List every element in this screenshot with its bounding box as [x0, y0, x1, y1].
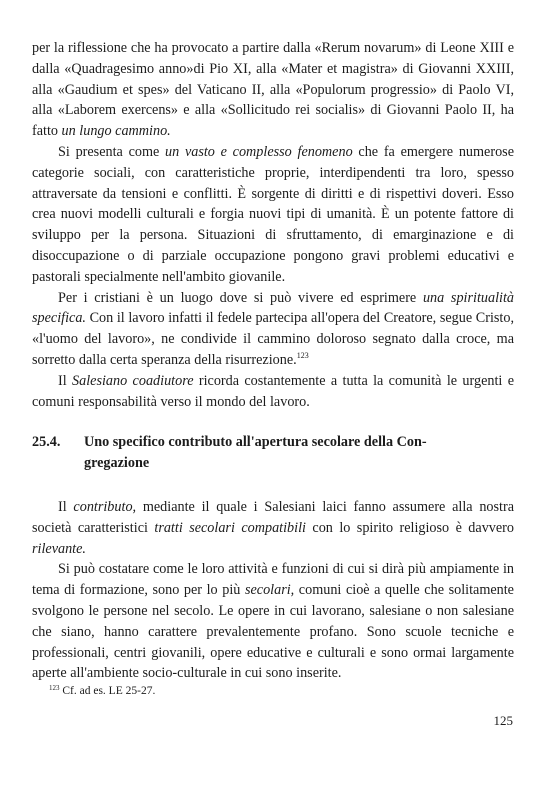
text-run: Il	[58, 372, 73, 389]
italic-text: una spiritualità specifica.	[32, 289, 514, 327]
body-text-upper	[32, 38, 514, 412]
text-run: con lo spirito religioso è davvero	[305, 519, 515, 536]
section-heading	[32, 432, 514, 474]
text-run: che fa emergere numerose categorie sociali, con caratteristiche proprie, interdipendenti tra loro, spesso attraversate da tensioni e conflitti. È sorgente di diritti e di rispettivi doveri. Esso crea nuovi modelli culturali e forgia nuovi tipi di umanità. È un potente fattore di sviluppo per la persona. Situazioni di sfruttamento, di emarginazione e di disoccupazione o di parziale occupazione pongono gravi problemi educativi e pastorali specialmente nell'ambito giovanile.	[32, 143, 514, 285]
italic-text: Salesiano coadiutore	[72, 372, 194, 389]
italic-text: tratti secolari compatibili	[154, 519, 306, 536]
section-number: 25.4.	[32, 434, 61, 451]
paragraph	[32, 38, 514, 142]
footnote-text: Cf. ad es. LE 25-27.	[59, 685, 156, 697]
footnote-mark: 123	[49, 684, 60, 692]
italic-text: contributo,	[73, 498, 137, 515]
text-run: Il	[58, 498, 74, 515]
footnote	[49, 684, 155, 699]
paragraph	[32, 371, 514, 413]
text-run: Si presenta come	[58, 143, 166, 160]
text-run: per la riflessione che ha provocato a partire dalla «Rerum novarum» di Leone XIII e dalla «Quadragesimo anno»di Pio XI, alla «Mater et magistra» di Giovanni XXIII, alla «Gaudium et spes» del Vaticano II, alla «Populorum progressio» di Paolo VI, alla «Laborem exercens» e alla «Sollicitudo rei socialis» di Giovanni Paolo II, ha fatto	[32, 40, 514, 140]
section-title-line-1: Uno specifico contributo all'apertura secolare della Con-	[84, 434, 427, 451]
italic-text: rilevante.	[32, 540, 86, 557]
section-title-line-2: gregazione	[84, 455, 150, 472]
text-run: Con il lavoro infatti il fedele partecipa all'opera del Creatore, segue Cristo, «l'uomo del lavoro», ne condivide il cammino doloroso segnato dalla croce, ma sorretto dalla certa speranza della risurrezione.	[32, 310, 514, 368]
page-number: 125	[493, 713, 513, 728]
page-body	[32, 38, 514, 684]
paragraph	[32, 142, 514, 288]
paragraph	[32, 288, 514, 371]
text-run: Si può costatare come le loro attività e funzioni di cui si dirà più ampiamente in tema di formazione, sono per lo più	[32, 561, 514, 599]
italic-text: un lungo cammino.	[61, 123, 171, 140]
italic-text: un vasto e complesso fenomeno	[165, 143, 353, 160]
footnote-reference: 123	[296, 350, 309, 360]
body-text-lower	[32, 497, 514, 684]
text-run: ricorda costantemente a tutta la comunità le urgenti e comuni responsabilità verso il mondo del lavoro.	[32, 372, 514, 410]
text-run: comuni cioè a quelle che solitamente svolgono le persone nel secolo. Le opere in cui lavorano, salesiane o non salesiane che siano, hanno carattere prevalentemente profano. Sono scuole tecniche e professionali, centri giovanili, opere educative e culturali e sono ormai largamente aperte all'ambiente socio-culturale in cui sono inserite.	[32, 582, 514, 682]
italic-text: secolari,	[244, 582, 295, 599]
text-run: Per i cristiani è un luogo dove si può vivere ed esprimere	[58, 289, 423, 306]
paragraph	[32, 559, 514, 684]
text-run: mediante il quale i Salesiani laici fanno assumere alla nostra società caratteristici	[32, 498, 514, 536]
paragraph	[32, 497, 514, 559]
